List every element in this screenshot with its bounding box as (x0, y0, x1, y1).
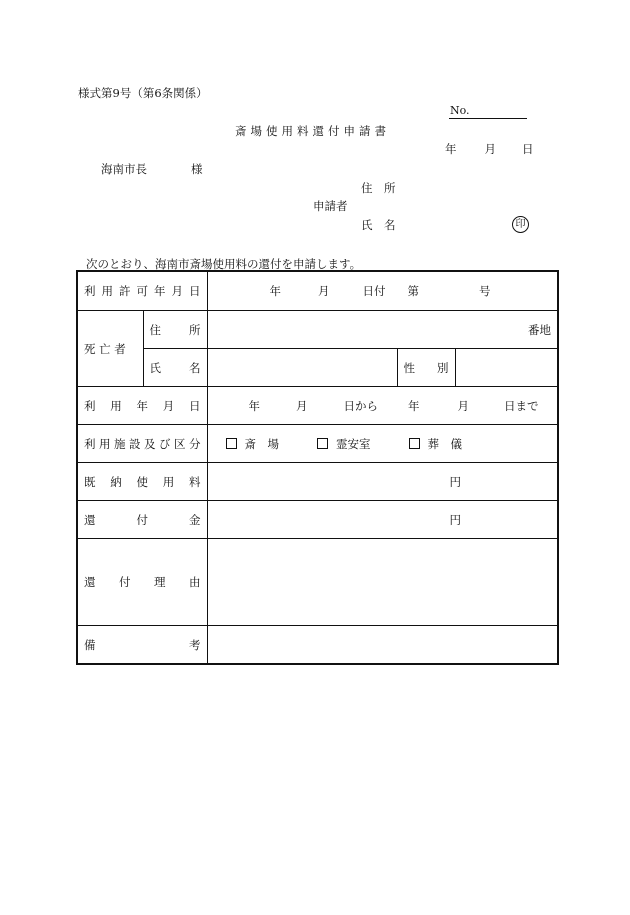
usage-date-label (77, 387, 207, 425)
banchi-label: 番地 (528, 322, 552, 337)
facility-option-label: 斎 場 (244, 436, 279, 451)
facility-option-label: 霊安室 (336, 436, 371, 451)
facility-option-reianshitsu[interactable] (317, 436, 371, 452)
label-char: 理 (154, 575, 166, 589)
label-char: 考 (189, 637, 201, 652)
application-date (445, 142, 534, 156)
label-char: 設 (129, 436, 141, 451)
facility-option-saijo[interactable] (226, 436, 280, 452)
label-char: 別 (437, 360, 449, 375)
usage-from-year: 年 (248, 398, 260, 413)
label-char: 可 (136, 284, 148, 298)
label-char: 月 (162, 398, 175, 413)
facility-options (207, 425, 558, 463)
label-char: 由 (189, 575, 201, 589)
recipient (101, 162, 203, 176)
applicant-name-label: 氏 名 (361, 218, 396, 232)
table-row (77, 501, 558, 539)
intro-text: 次のとおり、海南市斎場使用料の還付を申請します。 (86, 257, 362, 271)
permit-number-suffix: 号 (479, 284, 491, 298)
label-char: 及 (144, 436, 156, 451)
label-char: 日 (189, 398, 201, 413)
label-char: 名 (189, 360, 201, 375)
label-char: び (159, 436, 171, 451)
form-number: 様式第9号（第6条関係） (78, 86, 208, 100)
recipient-honorific: 様 (191, 162, 203, 176)
gender-label (397, 349, 455, 387)
table-row (77, 626, 558, 665)
permit-year: 年 (269, 284, 281, 298)
label-char: 区 (174, 436, 186, 451)
document-title: 斎場使用料還付申請書 (235, 124, 390, 138)
facility-option-sogi[interactable] (409, 436, 463, 452)
deceased-label: 死 亡 者 (77, 311, 143, 387)
label-char: 料 (189, 474, 201, 489)
applicant-address-label: 住 所 (361, 181, 396, 195)
deceased-name-label (143, 349, 207, 387)
applicant-label: 申請者 (313, 199, 348, 213)
gender-field[interactable] (455, 349, 558, 387)
refund-reason-field[interactable] (207, 539, 558, 626)
usage-to-month: 月 (457, 398, 469, 413)
permit-day: 日付 (362, 284, 386, 298)
remarks-field[interactable] (207, 626, 558, 665)
label-char: 付 (119, 575, 131, 589)
paid-fee-label (77, 463, 207, 501)
table-row (77, 425, 558, 463)
permit-date-label (77, 271, 207, 311)
date-month-label: 月 (484, 142, 496, 156)
label-char: 所 (189, 322, 201, 337)
label-char: 用 (162, 474, 175, 489)
permit-date-field[interactable] (207, 271, 558, 311)
label-char: 日 (189, 284, 201, 298)
usage-to-day: 日まで (504, 398, 539, 413)
permit-number-prefix: 第 (407, 284, 419, 298)
label-char: 利 (84, 398, 96, 413)
yen-label: 円 (449, 474, 461, 489)
table-row (77, 463, 558, 501)
label-char: 許 (119, 284, 131, 298)
label-char: 施 (114, 436, 126, 451)
label-char: 年 (136, 398, 148, 413)
label-char: 住 (149, 322, 161, 337)
refund-amount-label (77, 501, 207, 539)
deceased-address-label (143, 311, 207, 349)
label-char: 分 (189, 436, 201, 451)
usage-date-field[interactable] (207, 387, 558, 425)
checkbox-icon[interactable] (226, 438, 237, 449)
label-char: 既 (84, 474, 96, 489)
label-char: 用 (110, 398, 122, 413)
usage-from-day: 日から (343, 398, 378, 413)
label-char: 利 (84, 436, 96, 451)
usage-to-year: 年 (408, 398, 420, 413)
table-row (77, 349, 558, 387)
table-row (77, 387, 558, 425)
label-char: 年 (154, 284, 166, 298)
usage-from-month: 月 (296, 398, 308, 413)
deceased-address-field[interactable] (207, 311, 558, 349)
yen-label: 円 (449, 512, 461, 527)
label-char: 納 (110, 474, 122, 489)
label-char: 月 (171, 284, 183, 298)
deceased-name-field[interactable] (207, 349, 397, 387)
label-char: 備 (84, 637, 96, 652)
refund-reason-label (77, 539, 207, 626)
application-table (76, 270, 559, 665)
checkbox-icon[interactable] (317, 438, 328, 449)
table-row (77, 311, 558, 349)
label-char: 性 (403, 360, 415, 375)
permit-month: 月 (318, 284, 330, 298)
checkbox-icon[interactable] (409, 438, 420, 449)
paid-fee-field[interactable] (207, 463, 558, 501)
label-char: 用 (99, 436, 111, 451)
label-char: 還 (84, 512, 96, 527)
label-char: 氏 (149, 360, 161, 375)
facility-label (77, 425, 207, 463)
label-char: 利 (84, 284, 96, 298)
label-char: 還 (84, 575, 96, 589)
date-year-label: 年 (445, 142, 457, 156)
document-number-field[interactable]: No. (449, 104, 527, 119)
label-char: 付 (136, 512, 148, 527)
seal-mark: 印 (512, 216, 529, 233)
remarks-label (77, 626, 207, 665)
label-char: 使 (136, 474, 148, 489)
facility-option-label: 葬 儀 (427, 436, 462, 451)
label-char: 金 (189, 512, 201, 527)
table-row (77, 539, 558, 626)
date-day-label: 日 (522, 142, 534, 156)
label-char: 用 (101, 284, 113, 298)
recipient-name: 海南市長 (101, 162, 147, 176)
table-row (77, 271, 558, 311)
refund-amount-field[interactable] (207, 501, 558, 539)
